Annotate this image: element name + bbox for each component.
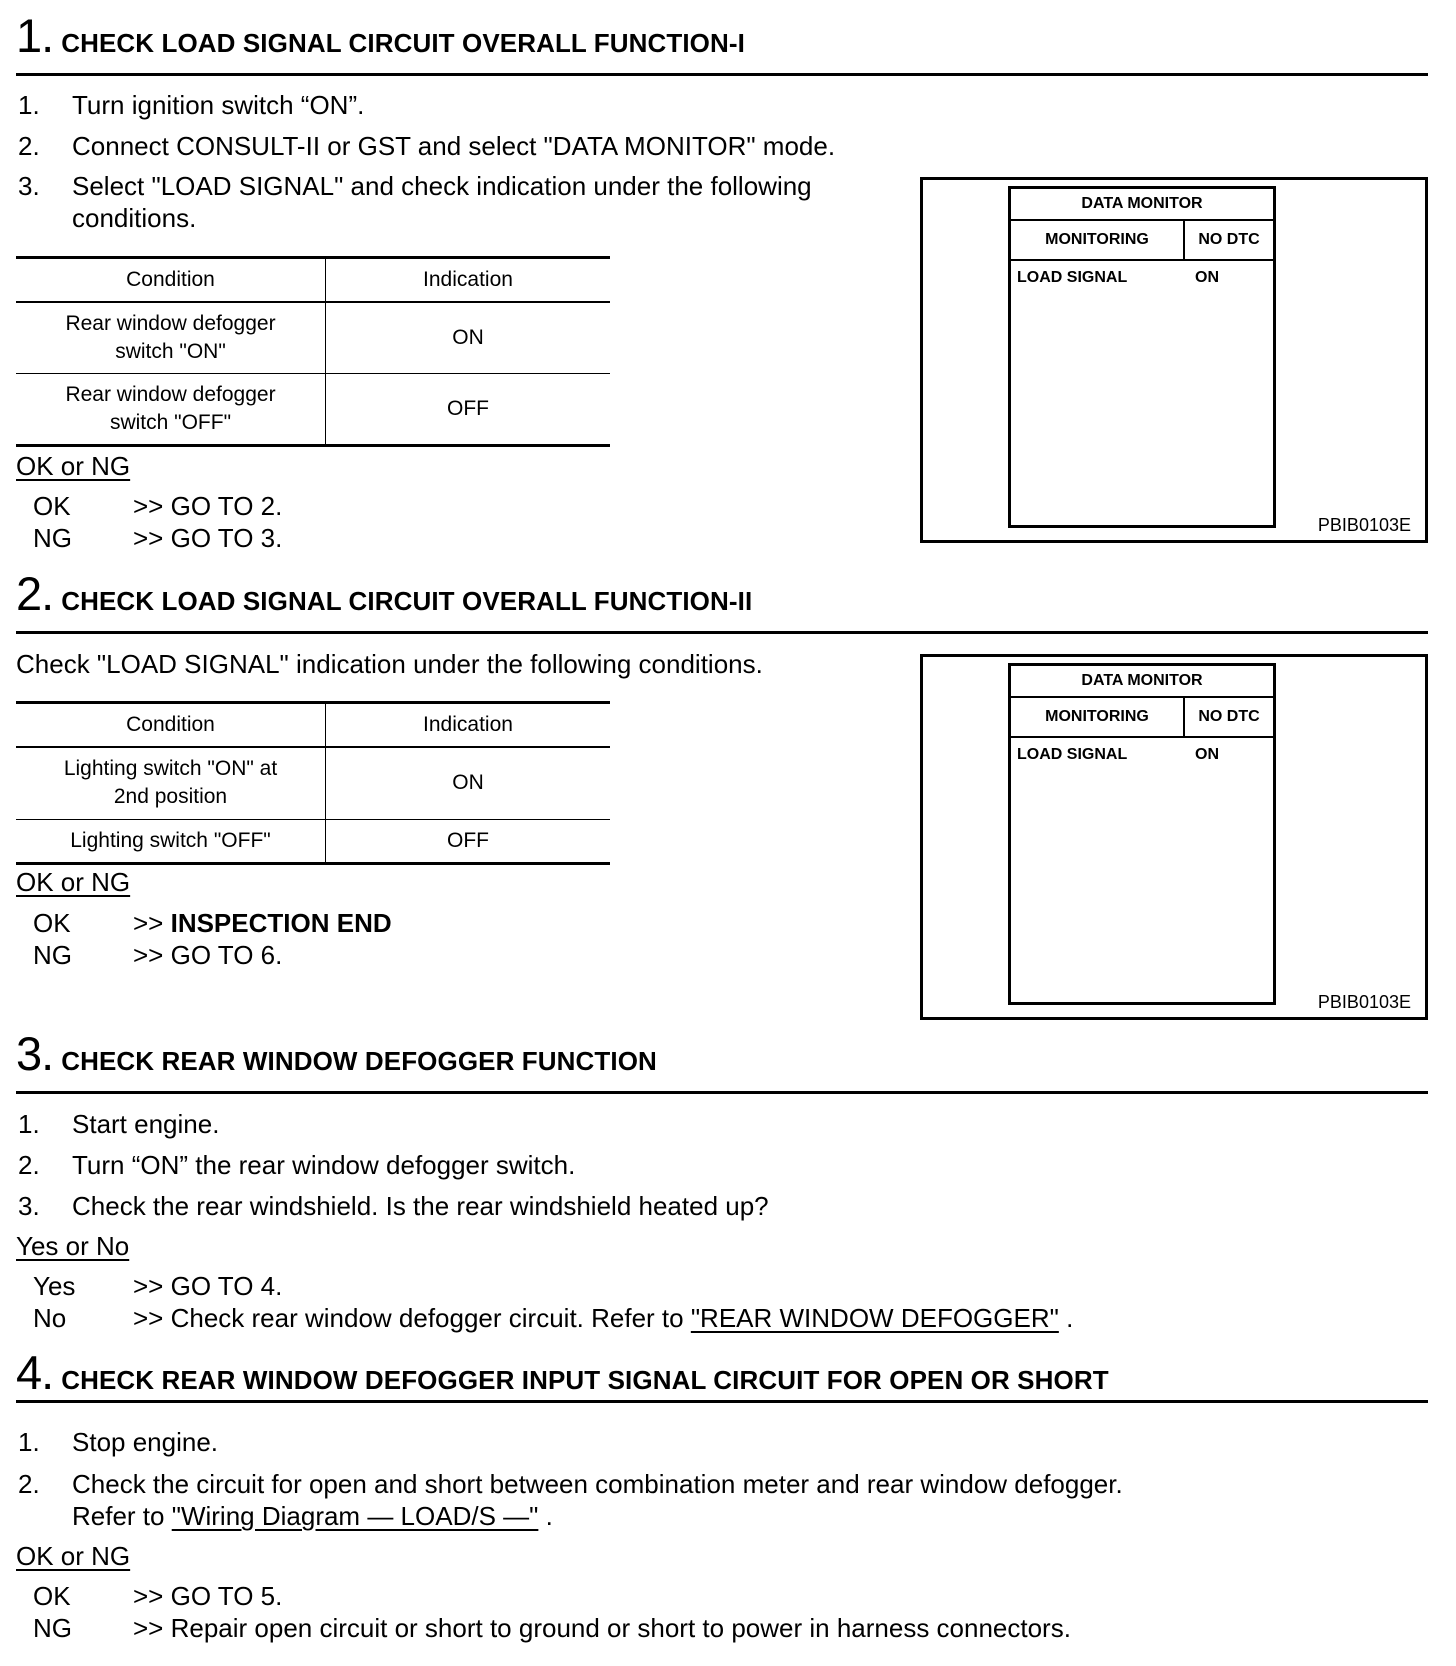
step-1-heading <box>16 8 745 63</box>
result-label-yes: Yes <box>33 1271 76 1301</box>
section-divider <box>16 73 1428 76</box>
table-header-row <box>16 258 610 302</box>
monitor-header <box>1011 221 1273 261</box>
monitor-item: LOAD SIGNAL <box>1017 269 1128 286</box>
step-title: CHECK LOAD SIGNAL CIRCUIT OVERALL FUNCTION-I <box>61 28 745 58</box>
monitor-col-dtc: NO DTC <box>1198 231 1260 248</box>
result-label-ng: NG <box>33 523 72 553</box>
result-label-ok: OK <box>33 1581 71 1611</box>
step-number: 2. <box>16 567 54 620</box>
instruction-text: Connect CONSULT-II or GST and select "DATA MONITOR" mode. <box>72 131 836 161</box>
monitor-col-dtc: NO DTC <box>1198 708 1260 725</box>
result-action-text: >> Check rear window defogger circuit. Refer to <box>133 1303 691 1333</box>
header-condition: Condition <box>16 703 326 747</box>
condition-cell: Lighting switch "OFF" <box>16 820 326 864</box>
decision-label: OK or NG <box>16 867 131 897</box>
indication-cell: ON <box>452 771 484 795</box>
condition-table <box>16 256 610 447</box>
table-row <box>16 747 610 820</box>
data-monitor-screen <box>1008 186 1276 528</box>
step-number: 4. <box>16 1346 54 1399</box>
monitor-value: ON <box>1195 746 1219 763</box>
step-title: CHECK LOAD SIGNAL CIRCUIT OVERALL FUNCTION-II <box>61 586 753 616</box>
monitor-row <box>1011 261 1273 295</box>
instruction-text: Turn ignition switch “ON”. <box>72 90 365 120</box>
table-row <box>16 820 610 864</box>
result-label-ng: NG <box>33 940 72 970</box>
instruction-number: 1. <box>18 1109 40 1139</box>
step-title: CHECK REAR WINDOW DEFOGGER INPUT SIGNAL CIRCUIT FOR OPEN OR SHORT <box>61 1365 1109 1395</box>
condition-line: switch "ON" <box>115 339 226 363</box>
condition-line: Rear window defogger <box>65 383 276 406</box>
indication-cell: ON <box>452 325 484 349</box>
header-condition: Condition <box>16 258 326 302</box>
table-row <box>16 302 610 374</box>
instruction-text-continued: conditions. <box>72 203 197 233</box>
instruction-text-continued <box>72 1500 553 1532</box>
table-row <box>16 374 610 446</box>
monitor-col-monitoring: MONITORING <box>1011 221 1185 259</box>
result-action-ng: >> Repair open circuit or short to ground or short to power in harness connectors. <box>133 1613 1071 1643</box>
step-number: 3. <box>16 1027 54 1080</box>
step-4-heading <box>16 1345 1109 1400</box>
condition-cell <box>16 302 326 374</box>
header-indication: Indication <box>423 267 513 291</box>
result-label-ok: OK <box>33 491 71 521</box>
section-divider <box>16 631 1428 634</box>
instruction-text: Start engine. <box>72 1109 220 1139</box>
instruction-number: 2. <box>18 1150 40 1180</box>
monitor-item: LOAD SIGNAL <box>1017 746 1128 763</box>
result-action-ok: >> GO TO 2. <box>133 491 283 521</box>
instruction-number: 1. <box>18 90 40 120</box>
condition-table <box>16 701 610 865</box>
wiring-diagram-link[interactable]: "Wiring Diagram — LOAD/S —" <box>171 1501 539 1531</box>
figure-code: PBIB0103E <box>1317 992 1411 1012</box>
refer-to-text: Refer to <box>72 1501 172 1531</box>
step-number: 1. <box>16 9 54 62</box>
monitor-value: ON <box>1195 269 1219 286</box>
instruction-text: Stop engine. <box>72 1427 219 1457</box>
step-2-heading <box>16 566 752 621</box>
data-monitor-screen <box>1008 663 1276 1005</box>
refer-suffix: . <box>538 1501 553 1531</box>
decision-label: OK or NG <box>16 451 131 481</box>
instruction-number: 3. <box>18 171 40 201</box>
result-label-ok: OK <box>33 908 71 938</box>
header-indication: Indication <box>423 712 513 736</box>
monitor-title: DATA MONITOR <box>1011 666 1273 698</box>
decision-label: OK or NG <box>16 1541 131 1571</box>
monitor-row <box>1011 738 1273 772</box>
instruction-number: 2. <box>18 131 40 161</box>
result-action-ok: >> GO TO 5. <box>133 1581 283 1611</box>
decision-label: Yes or No <box>16 1231 130 1261</box>
condition-cell <box>16 747 326 820</box>
instruction-number: 1. <box>18 1427 40 1457</box>
table-header-row <box>16 703 610 747</box>
section-divider <box>16 1400 1428 1403</box>
instruction-text: Turn “ON” the rear window defogger switch. <box>72 1150 576 1180</box>
monitor-header <box>1011 698 1273 738</box>
result-label-no: No <box>33 1303 67 1333</box>
indication-cell: OFF <box>447 829 489 852</box>
condition-cell <box>16 374 326 446</box>
result-action-ok <box>133 907 392 939</box>
data-monitor-figure <box>920 654 1428 1020</box>
condition-line: switch "OFF" <box>109 411 232 434</box>
step-intro: Check "LOAD SIGNAL" indication under the following conditions. <box>16 649 763 679</box>
indication-cell: OFF <box>447 397 489 420</box>
monitor-col-monitoring: MONITORING <box>1011 698 1185 736</box>
step-3-heading <box>16 1026 657 1081</box>
data-monitor-figure <box>920 177 1428 543</box>
figure-code: PBIB0103E <box>1317 515 1411 535</box>
monitor-title: DATA MONITOR <box>1011 189 1273 221</box>
result-label-ng: NG <box>33 1613 72 1643</box>
result-arrow: >> <box>133 908 171 938</box>
instruction-text: Check the circuit for open and short between combination meter and rear window defogger. <box>72 1469 1123 1499</box>
result-suffix: . <box>1058 1303 1074 1333</box>
condition-line: 2nd position <box>113 785 228 809</box>
condition-line: Rear window defogger <box>65 311 276 335</box>
section-divider <box>16 1091 1428 1094</box>
result-action-ng: >> GO TO 6. <box>133 940 283 970</box>
rear-window-defogger-link[interactable]: "REAR WINDOW DEFOGGER" <box>690 1303 1059 1333</box>
result-action-ng: >> GO TO 3. <box>133 523 283 553</box>
condition-line: Lighting switch "ON" at <box>63 757 278 781</box>
result-action-yes: >> GO TO 4. <box>133 1271 283 1301</box>
instruction-text: Check the rear windshield. Is the rear windshield heated up? <box>72 1191 769 1221</box>
instruction-number: 2. <box>18 1469 40 1499</box>
step-title: CHECK REAR WINDOW DEFOGGER FUNCTION <box>61 1046 657 1076</box>
result-action-no <box>133 1302 1073 1334</box>
inspection-end-text: INSPECTION END <box>170 908 392 938</box>
instruction-text: Select "LOAD SIGNAL" and check indication under the following <box>72 171 812 201</box>
instruction-number: 3. <box>18 1191 40 1221</box>
